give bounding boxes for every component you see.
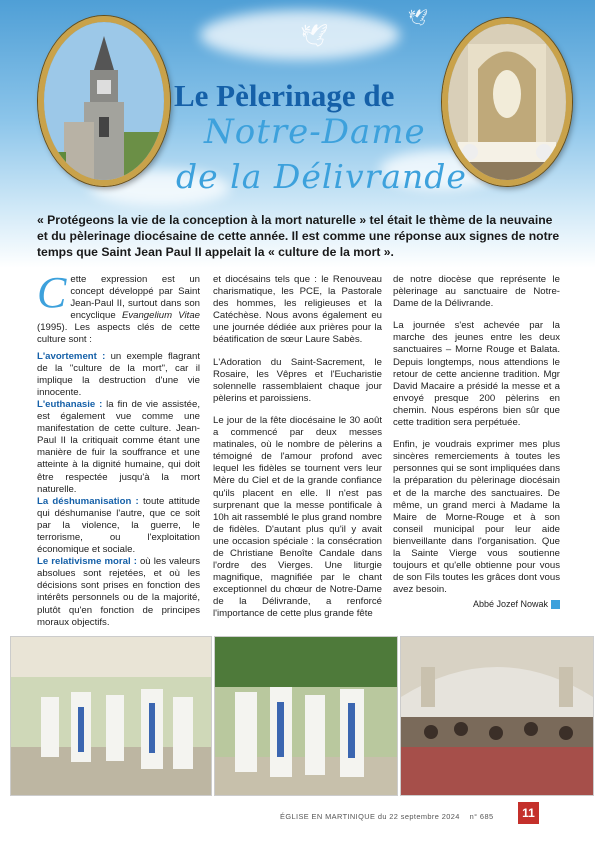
body-paragraph: Le jour de la fête diocésaine le 30 août a commencé par deux messes matinales, où le nombre de pèlerins a témoigné de l'amour profond avec lequel les fidèles se tournent vers leur Mère du Ciel et de la grande confiance qu'ils placent en elle. Il n'est pas surprenant que la messe pontificale à 10h ait rassemblé le plus grand nombre de fidèles. D'autant plus qu'il y avait une occasion spéciale : la consécration de Christiane Benoîte Candale dans l'ordre des Vierges. Une liturgie magnifique, magnifiée par le chant exceptionnel du chœur de Notre-Dame de la Délivrande, a renforcé l'importance de cette plus grande fête [213, 414, 382, 620]
procession-photo-2 [214, 636, 398, 796]
dove-icon: 🕊 [408, 8, 429, 27]
body-paragraph: et diocésains tels que : le Renouveau charismatique, les PCE, la Pastorale des hommes, les religieuses et la Catéchèse. Nous avons également eu une journée dédiée aux prières pour la béatification de sœur Laure Sabès. [213, 274, 382, 346]
church-photo-medallion [38, 16, 170, 186]
body-paragraph: L'Adoration du Saint-Sacrement, le Rosaire, les Vêpres et l'Eucharistie solennelle rassemblaient chaque jour pèlerins et paroissiens. [213, 356, 382, 404]
dove-icon: 🕊 [300, 24, 328, 49]
end-mark-icon [551, 600, 560, 609]
page-title-line3: de la Délivrande [176, 157, 467, 196]
list-item: L'avortement : un exemple flagrant de la "culture de la mort", car il implique la destruction d'une vie innocente. [37, 350, 200, 398]
list-item: Le relativisme moral : où les valeurs absolues sont rejetées, et où les décisions sont prises en fonction des intérêts personnels ou de la majorité, plutôt qu'en fonction de principes moraux objectifs. [37, 556, 200, 628]
list-item: L'euthanasie : la fin de vie assistée, est également vue comme une manifestation de cette culture. Jean-Paul II la critiquait comme étant une manière de fuir la souffrance et une atteinte à la dignité humaine, qui doit être respectée jusqu'à la mort naturelle. [37, 398, 200, 495]
article-column-2 [213, 274, 382, 631]
body-paragraph: La journée s'est achevée par la marche des jeunes entre les deux sanctuaires – Morne Rouge et Balata. Depuis longtemps, nous attendions le retour de cette ancienne tradition. Mgr David Macaire a présidé la messe et a envoyé presque 200 pèlerins en chemin. Nous espérons bien sûr que cette tradition sera perpétuée. [393, 320, 560, 429]
list-item: La déshumanisation : toute attitude qui déshumanise l'autre, que ce soit par la violence, la guerre, le terrorisme, ou l'exploitation économique et sociale. [37, 495, 200, 556]
church-crowd-photo [400, 636, 594, 796]
page-title-line2: Notre-Dame [204, 112, 426, 152]
article-column-1 [37, 268, 200, 685]
body-paragraph: Enfin, je voudrais exprimer mes plus sincères remerciements à toutes les personnes qui se sont impliquées dans la préparation du pèlerinage diocésain et de la marche des sanctuaires. De même, un grand merci à Madame la Maire de Morne-Rouge et à son conseil municipal pour leur aide bienveillante dans l'organisation. Que la Sainte Vierge vous soutienne toujours et qu'elle obtienne pour vous de son Fils toutes les grâces dont vous avez besoin. [393, 439, 560, 596]
intro-paragraph: Cette expression est un concept développé par Saint Jean-Paul II, surtout dans son encyclique Evangelium Vitae (1995). Les aspects clés de cette culture sont : [37, 268, 200, 346]
procession-photo-1 [10, 636, 212, 796]
article-column-3 [393, 274, 560, 610]
body-paragraph: de notre diocèse que représente le pèlerinage au sanctuaire de Notre-Dame de la Délivrande. [393, 274, 560, 310]
author-signature: Abbé Jozef Nowak [393, 598, 560, 610]
drop-cap: C [37, 268, 67, 317]
page-footer: ÉGLISE EN MARTINIQUE du 22 septembre 2024 n° 685 [280, 812, 494, 821]
page-title-line1: Le Pèlerinage de [174, 78, 395, 113]
page-number-badge: 11 [518, 802, 539, 824]
lead-paragraph: « Protégeons la vie de la conception à la mort naturelle » tel était le thème de la neuvaine et du pèlerinage diocésaine de cette année. Il est comme une réponse aux signes de notre temps que Saint Jean Paul II appelait la « culture de la mort ». [37, 213, 560, 260]
